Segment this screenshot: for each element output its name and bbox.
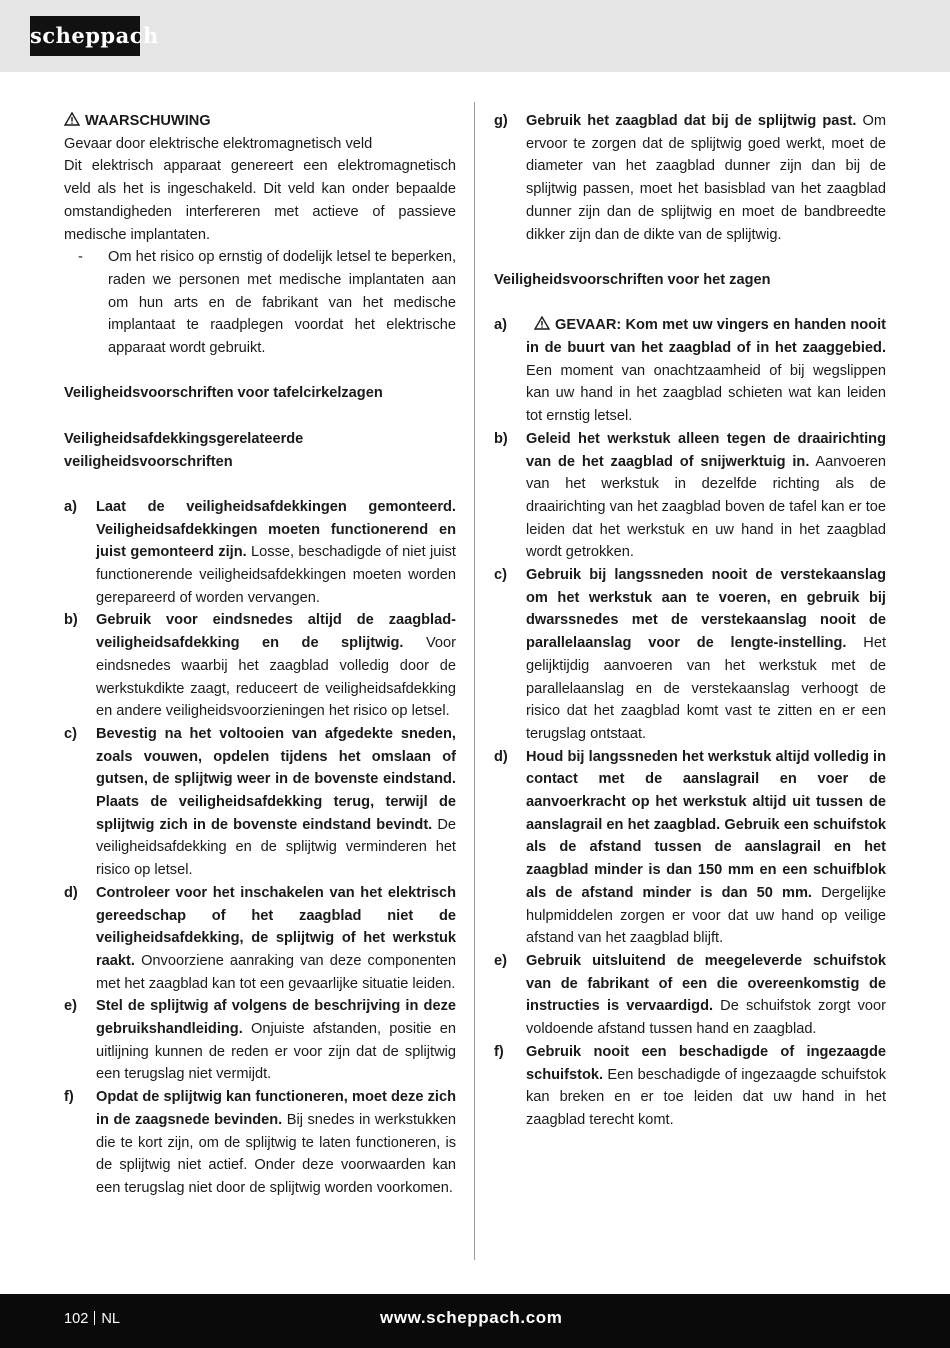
rule-text-regular: Aanvoeren van het werkstuk in dezelfde richting als de draairichting van het zaagblad boven de tafel kan er toe leiden dat het werkstuk en uw hand in het zaagblad wordt getrokken. (526, 453, 886, 561)
rule-label: a) (64, 498, 77, 515)
rule-text-regular: Onjuiste afstanden, positie en uitlijning kunnen de reden er voor zijn dat de splijtwig een terugslag niet vermijdt. (96, 1021, 456, 1083)
rule-item (64, 609, 456, 723)
rule-text-regular: Bij snedes in werkstukken die te kort zijn, om de splijtwig te laten functioneren, is de splijtwig niet actief. Onder deze voorwaarden kan een terugslag niet door de splijtwig worden voorkomen. (96, 1111, 456, 1196)
rule-label: c) (64, 725, 77, 742)
rule-text-bold: Geleid het werkstuk alleen tegen de draairichting van de het zaagblad of snijwerktuig in. (526, 430, 886, 470)
rule-text (96, 995, 456, 1086)
rule-label: e) (64, 998, 77, 1015)
right-column (494, 110, 886, 1132)
rule-text-bold: Houd bij langssneden het werkstuk altijd volledig in contact met de aanslagrail en voer de aanvoerkracht op het werkstuk altijd uit tussen de aanslagrail en het zaagblad. Gebruik een schuifstok als de afstand tussen de aanslagrail en het zaagblad minder is dan 150 mm en een schuifblok als de afstand minder is dan 50 mm. (526, 748, 886, 901)
warning-line: Dit elektrisch apparaat genereert een elektromagnetisch veld als het is ingeschakeld. Dit veld kan onder bepaalde omstandigheden interfereren met actieve of passieve medische implantaten. (64, 158, 456, 243)
rule-text-regular: Een moment van onachtzaamheid of bij wegslippen kan uw hand in het zaagblad schieten wat kan leiden tot ernstig letsel. (526, 362, 886, 425)
warning-line: Gevaar door elektrische elektromagnetisch veld (64, 135, 373, 152)
rule-item (494, 950, 886, 1041)
rule-text-regular: De veiligheidsafdekking en de splijtwig verminderen het risico op letsel. (96, 816, 456, 879)
warning-triangle-icon (64, 112, 80, 126)
page-footer (0, 1294, 950, 1348)
rule-item (494, 428, 886, 564)
rule-item (494, 564, 886, 746)
rule-item (494, 1041, 886, 1132)
rule-text-bold: Laat de veiligheidsafdekkingen gemonteerd. Veiligheidsafdekkingen moeten functionerend en juist gemonteerd zijn. (96, 498, 456, 561)
rule-text-bold: GEVAAR: Kom met uw vingers en handen nooit in de buurt van het zaagblad of in het zaaggebied. (526, 317, 886, 356)
section-heading: Veiligheidsvoorschriften voor het zagen (494, 271, 771, 288)
rule-item (494, 746, 886, 950)
rule-item (64, 882, 456, 996)
rule-text (526, 314, 886, 428)
rule-text (526, 110, 886, 246)
left-rule-list (64, 496, 456, 1200)
warning-bullet (64, 246, 456, 360)
rule-text-bold: Gebruik nooit een beschadigde of ingezaagde schuifstok. (526, 1043, 886, 1083)
rule-item (64, 496, 456, 610)
rule-text-bold: Gebruik het zaagblad dat bij de splijtwig past. (526, 113, 857, 129)
rule-label: d) (494, 748, 508, 765)
language-code: NL (101, 1311, 121, 1327)
rule-text (526, 1041, 886, 1132)
scheppach-logo: scheppach (30, 16, 140, 56)
rule-text (526, 564, 886, 746)
rule-text (96, 882, 456, 996)
rule-text-bold: Gebruik bij langssneden nooit de verstekaanslag om het werkstuk aan te voeren, en gebruik bij dwarssnedes met de verstekaanslag nooit de parallelaanslag voor de lengte-instelling. (526, 567, 886, 652)
rule-text (526, 746, 886, 950)
rule-text-regular: Onvoorziene aanraking van deze componenten met het zaagblad kan tot een gevaarlijke situatie leiden. (96, 952, 456, 992)
rule-text-bold: Gebruik voor eindsnedes altijd de zaagblad-veiligheidsafdekking en de splijtwig. (96, 612, 456, 652)
page-number: 102 (64, 1311, 89, 1327)
bullet-dash: - (78, 249, 83, 266)
page-info (64, 1311, 120, 1327)
rule-item (494, 110, 886, 246)
rule-label: e) (494, 952, 507, 969)
rule-text-regular: De schuifstok zorgt voor voldoende afstand tussen hand en zaagblad. (526, 998, 886, 1038)
rule-text (96, 609, 456, 723)
rule-text-bold: Controleer voor het inschakelen van het elektrisch gereedschap of het zaagblad niet de veiligheidsafdekking, de splijtwig of het werkstuk raakt. (96, 884, 456, 969)
rule-text-bold: Opdat de splijtwig kan functioneren, moet deze zich in de zaagsnede bevinden. (96, 1089, 456, 1128)
rule-text (96, 723, 456, 882)
page-header (0, 0, 950, 72)
rule-text-regular: Voor eindsnedes waarbij het zaagblad volledig door de werkstukdikte zaagt, reduceert de veiligheidsafdekking en andere veiligheidsvoorzieningen het risico op letsel. (96, 635, 456, 720)
rule-text-bold: Gebruik uitsluitend de meegeleverde schuifstok van de fabrikant of een die overeenkomstig de instructies is vervaardigd. (526, 952, 886, 1015)
rule-text-bold: Stel de splijtwig af volgens de beschrijving in deze gebruikshandleiding. (96, 998, 456, 1038)
rule-text-regular: Het gelijktijdig aanvoeren van het werkstuk met de parallelaanslag en de verstekaanslag verhoogt de risico dat het zaagblad komt vast te zitten en er een terugslag ontstaat. (526, 635, 886, 742)
rule-text (96, 1086, 456, 1200)
section-heading: Veiligheidsvoorschriften voor tafelcirkelzagen (64, 385, 383, 402)
rule-item (64, 1086, 456, 1200)
rule-text-regular: Losse, beschadigde of niet juist functionerende veiligheidsafdekkingen moeten worden gerepareerd of worden vervangen. (96, 544, 456, 606)
rule-label: b) (494, 430, 508, 447)
rule-label: d) (64, 884, 78, 901)
left-column (64, 110, 456, 1200)
rule-text-regular: Om ervoor te zorgen dat de splijtwig goed werkt, moet de diameter van het zaagblad dunner zijn dan bij de splijtwig passen, moet het basisblad van het zaagblad dunner zijn dan de splijtwig en moet de bandbreedte dikker zijn dan de dikte van de splijtwig. (526, 113, 886, 243)
rule-item (64, 723, 456, 882)
column-divider (474, 102, 475, 1260)
warning-triangle-icon (534, 316, 550, 330)
rule-item (494, 314, 886, 428)
warning-bullet-text: Om het risico op ernstig of dodelijk letsel te beperken, raden we personen met medische implantaten aan om hun arts en de fabrikant van het medische implantaat te raadplegen voordat het elektrische apparaat wordt gebruikt. (108, 249, 456, 357)
rule-text-regular: Een beschadigde of ingezaagde schuifstok kan breken en er toe leiden dat uw hand in het zaagblad terecht komt. (526, 1066, 886, 1128)
rule-text-regular: Dergelijke hulpmiddelen zorgen er voor dat uw hand op veilige afstand van het zaagblad blijft. (526, 884, 886, 947)
rule-item (64, 995, 456, 1086)
rule-text (526, 428, 886, 564)
warning-title: WAARSCHUWING (64, 110, 456, 133)
rule-label: a) (494, 317, 507, 334)
rule-label: f) (494, 1043, 504, 1060)
page-info-separator (94, 1311, 95, 1325)
rule-label: g) (494, 113, 508, 129)
rule-text (526, 950, 886, 1041)
rule-label: c) (494, 567, 507, 584)
rule-text-bold: Bevestig na het voltooien van afgedekte sneden, zoals vouwen, opdelen tijdens het omslaan of gutsen, de splijtwig weer in de bovenste eindstand. Plaats de veiligheidsafdekking terug, terwijl de splijtwig zich in de bovenste eindstand bevindt. (96, 725, 456, 833)
right-rule-list (494, 314, 886, 1131)
rule-label: b) (64, 612, 78, 629)
rule-label: f) (64, 1089, 74, 1106)
section-heading: Veiligheidsafdekkingsgerelateerde veiligheidsvoorschriften (64, 430, 304, 470)
website-link[interactable]: www.scheppach.com (380, 1308, 563, 1327)
rule-text (96, 496, 456, 610)
